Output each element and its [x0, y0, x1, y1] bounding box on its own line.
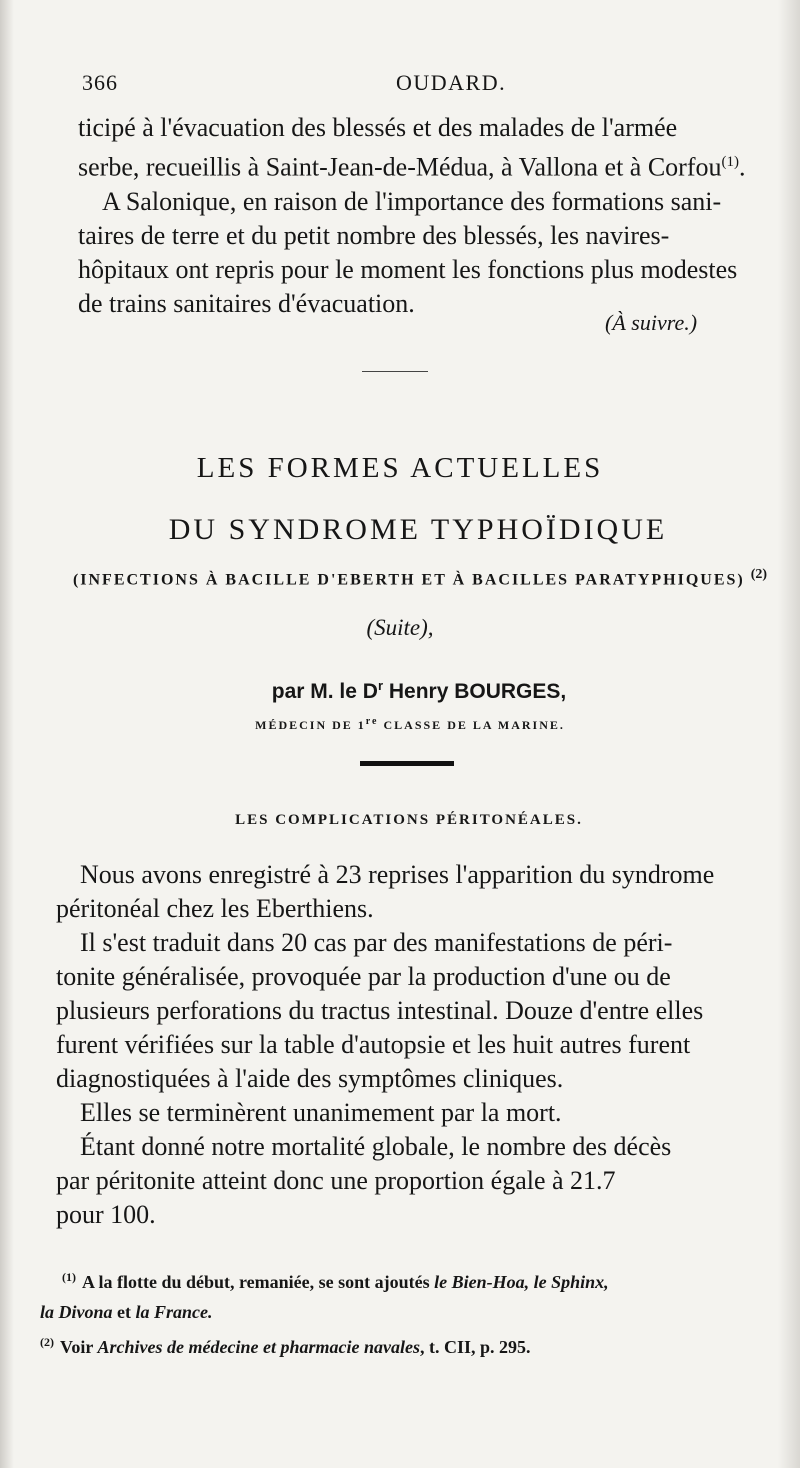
running-head: [82, 70, 722, 100]
text-line: plusieurs perforations du tractus intestinal. Douze d'entre elles: [56, 996, 704, 1025]
text-line: de trains sanitaires d'évacuation.: [78, 288, 415, 318]
article-subtitle: (INFECTIONS À BACILLE D'EBERTH ET À BACILLES PARATYPHIQUES) $^{(2)}$: [72, 567, 768, 589]
text-line: taires de terre et du petit nombre des blessés, les navires-: [78, 220, 670, 250]
previous-article-ending: [78, 111, 758, 321]
text-line: pour 100.: [56, 1200, 156, 1229]
section-heading: LES COMPLICATIONS PÉRITONÉALES.: [235, 812, 583, 828]
footnote-1: $^{(1)}$ A la flotte du début, remaniée, se sont ajoutés le Bien-Hoa, le Sphinx,: [62, 1270, 609, 1292]
footnote-2: $^{(2)}$ Voir Archives de médecine et pharmacie navales, t. CII, p. 295.: [40, 1335, 531, 1357]
running-title: OUDARD.: [396, 70, 507, 95]
author-role: MÉDECIN DE 1re CLASSE DE LA MARINE.: [255, 716, 565, 732]
page-edge-shadow-right: [778, 0, 800, 1468]
thick-separator-rule: [360, 761, 454, 766]
article-title-line-2: DU SYNDROME TYPHOÏDIQUE: [168, 513, 668, 546]
footnote-1-continued: la Divona et la France.: [40, 1302, 213, 1322]
article-title-line-1: LES FORMES ACTUELLES: [196, 452, 604, 484]
footnote-ref-2: (2): [750, 567, 768, 582]
author-byline: par M. le $D^r$ Henry BOURGES,: [271, 678, 567, 703]
separator-rule: [362, 371, 428, 372]
page-number: 366: [82, 70, 118, 95]
text-line: Elles se terminèrent unanimement par la mort.: [80, 1098, 562, 1127]
text-line: par péritonite atteint donc une proportion égale à 21.7: [56, 1166, 616, 1195]
text-line: ticipé à l'évacuation des blessés et des malades de l'armée: [78, 113, 678, 142]
text-line: péritonéal chez les Eberthiens.: [56, 894, 374, 923]
text-line: Nous avons enregistré à 23 reprises l'apparition du syndrome: [80, 860, 715, 889]
text-line: Étant donné notre mortalité globale, le nombre des décès: [80, 1132, 672, 1161]
text-line: hôpitaux ont repris pour le moment les fonctions plus modestes: [78, 254, 738, 284]
text-line: Il s'est traduit dans 20 cas par des manifestations de péri-: [80, 928, 673, 957]
text-line: furent vérifiées sur la table d'autopsie et les huit autres furent: [56, 1030, 691, 1059]
text-line: tonite généralisée, provoquée par la production d'une ou de: [56, 962, 671, 991]
page-edge-shadow-left: [0, 0, 14, 1468]
text-line: diagnostiquées à l'aide des symptômes cliniques.: [56, 1064, 564, 1093]
footnote-ref-1: (1): [721, 154, 739, 170]
text-line: serbe, recueillis à Saint-Jean-de-Médua, à Vallona et à Corfou$^{(1)}$.: [78, 152, 746, 182]
article-body: [56, 858, 758, 1232]
to-be-continued: (À suivre.): [605, 310, 698, 335]
text-line: A Salonique, en raison de l'importance des formations sani-: [102, 186, 722, 216]
suite-label: (Suite),: [366, 615, 434, 640]
footnotes: [40, 1262, 760, 1362]
